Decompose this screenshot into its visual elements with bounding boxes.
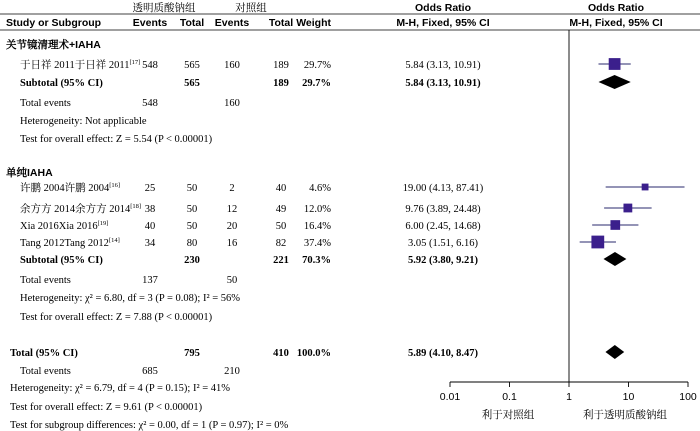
or-header-left: Odds Ratio	[414, 2, 472, 14]
subtotal-1-weight: 29.7%	[302, 78, 331, 89]
x-tick-label-4: 10	[622, 391, 635, 403]
study-row-1-weight: 29.7%	[303, 60, 331, 71]
x-tick-label-1: 0.01	[439, 391, 461, 403]
total2-header: Total	[268, 17, 294, 29]
mh-header-left: M-H, Fixed, 95% CI	[396, 17, 490, 29]
study-row-5-ref: [14]	[108, 237, 120, 244]
study-row-4-ci: 6.00 (2.45, 14.68)	[405, 221, 481, 232]
total-row-total2: 410	[273, 348, 289, 359]
study-row-2-total2: 40	[275, 183, 287, 194]
study-row-1-events2: 160	[224, 60, 240, 71]
total-events-1-label: Total events	[20, 98, 71, 109]
study-row-4-events2: 20	[226, 221, 238, 232]
study-row-3-total1: 50	[186, 204, 198, 215]
total-row-weight: 100.0%	[296, 348, 331, 359]
study-row-2-total1: 50	[186, 183, 198, 194]
total-events-2-events2: 50	[226, 275, 238, 286]
study-row-2-name: 许鹏 2004许鹏 2004[16]	[20, 182, 121, 194]
total-events-2-label: Total events	[20, 275, 71, 286]
events1-header: Events	[132, 17, 168, 29]
overall-effect-2: Test for overall effect: Z = 7.88 (P < 0.00001)	[20, 312, 213, 323]
study-row-5-point	[591, 236, 604, 249]
subtotal-1-diamond	[598, 75, 630, 89]
study-row-2-point	[642, 184, 649, 191]
study-row-4-total1: 50	[186, 221, 198, 232]
weight-header: Weight	[296, 17, 331, 29]
study-row-1-name: 于日祥 2011于日祥 2011[17]	[20, 59, 141, 71]
total-events-1-events1: 548	[142, 98, 158, 109]
study-row-2-events1: 25	[144, 183, 156, 194]
total-row-ci: 5.89 (4.10, 8.47)	[408, 348, 478, 359]
subtotal-2-total2: 221	[273, 255, 289, 266]
subtotal-1-label: Subtotal (95% CI)	[20, 78, 103, 89]
study-row-1-total2: 189	[273, 60, 289, 71]
total1-header: Total	[179, 17, 205, 29]
total-events-overall-label: Total events	[20, 366, 71, 377]
events2-header: Events	[214, 17, 250, 29]
x-tick-label-5: 100	[679, 391, 697, 403]
study-row-4-weight: 16.4%	[303, 221, 331, 232]
study-row-5-ci: 3.05 (1.51, 6.16)	[408, 238, 478, 249]
favours-left-label: 利于对照组	[481, 409, 535, 421]
overall-effect: Test for overall effect: Z = 9.61 (P < 0.00001)	[10, 402, 203, 413]
table-body	[6, 38, 484, 431]
favours-right-label: 利于透明质酸钠组	[583, 409, 667, 421]
heterogeneity-1: Heterogeneity: Not applicable	[20, 116, 147, 127]
overall-effect-1: Test for overall effect: Z = 5.54 (P < 0.00001)	[20, 134, 213, 145]
subgroup-title-1: 关节镜清理术+IAHA	[6, 39, 101, 51]
study-row-2-ci: 19.00 (4.13, 87.41)	[402, 183, 484, 194]
subtotal-1-ci: 5.84 (3.13, 10.91)	[405, 78, 481, 89]
heterogeneity-2: Heterogeneity: χ² = 6.80, df = 3 (P = 0.08); I² = 56%	[20, 293, 241, 304]
study-row-5-total1: 80	[186, 238, 198, 249]
total-events-overall-events2: 210	[224, 366, 240, 377]
study-row-2-ref: [16]	[109, 182, 121, 189]
study-row-3-weight: 12.0%	[303, 204, 331, 215]
study-row-2-weight: 4.6%	[309, 183, 331, 194]
study-row-4-name: Xia 2016Xia 2016[19]	[20, 220, 109, 232]
study-row-5-weight: 37.4%	[303, 238, 331, 249]
x-tick-label-2: 0.1	[502, 391, 517, 403]
study-row-4-total2: 50	[275, 221, 287, 232]
study-row-5-total2: 82	[275, 238, 287, 249]
study-row-4-ref: [19]	[97, 220, 109, 227]
study-row-4-events1: 40	[144, 221, 156, 232]
subgroup-differences: Test for subgroup differences: χ² = 0.00, df = 1 (P = 0.97); I² = 0%	[10, 420, 289, 431]
study-row-3-ref: [18]	[130, 203, 142, 210]
study-row-5-name: Tang 2012Tang 2012[14]	[20, 237, 120, 249]
study-row-5-events2: 16	[226, 238, 238, 249]
study-row-1-point	[609, 58, 621, 70]
total-events-overall-events1: 685	[142, 366, 158, 377]
total-row-diamond	[605, 345, 624, 359]
total-row-label: Total (95% CI)	[10, 348, 78, 359]
table-header	[0, 1, 700, 30]
subtotal-2-weight: 70.3%	[302, 255, 331, 266]
group1-header: 透明质酸钠组	[132, 2, 196, 14]
subtotal-2-label: Subtotal (95% CI)	[20, 255, 103, 266]
subtotal-2-ci: 5.92 (3.80, 9.21)	[408, 255, 478, 266]
study-row-3-events1: 38	[144, 204, 156, 215]
study-row-3-ci: 9.76 (3.89, 24.48)	[405, 204, 481, 215]
study-row-3-name: 余方方 2014余方方 2014[18]	[20, 203, 142, 215]
x-tick-label-3: 1	[566, 391, 572, 403]
study-row-1-total1: 565	[184, 60, 200, 71]
study-row-3-events2: 12	[226, 204, 238, 215]
total-events-1-events2: 160	[224, 98, 240, 109]
or-header-right: Odds Ratio	[587, 2, 645, 14]
total-events-2-events1: 137	[142, 275, 158, 286]
study-row-1-ci: 5.84 (3.13, 10.91)	[405, 60, 481, 71]
study-row-2-events2: 2	[229, 183, 235, 194]
study-row-1-events1: 548	[142, 60, 158, 71]
subtotal-1-total1: 565	[184, 78, 200, 89]
study-row-4-point	[610, 220, 620, 230]
study-header: Study or Subgroup	[6, 17, 102, 29]
subtotal-2-total1: 230	[184, 255, 200, 266]
overall-heterogeneity: Heterogeneity: χ² = 6.79, df = 4 (P = 0.15); I² = 41%	[10, 383, 231, 394]
study-row-3-total2: 49	[275, 204, 287, 215]
subtotal-1-total2: 189	[273, 78, 289, 89]
study-row-3-point	[623, 204, 632, 213]
subtotal-2-diamond	[603, 252, 626, 266]
study-row-5-events1: 34	[144, 238, 156, 249]
subgroup-title-2: 单纯IAHA	[6, 167, 53, 179]
group2-header: 对照组	[235, 2, 267, 14]
study-row-1-ref: [17]	[129, 59, 141, 66]
mh-header-right: M-H, Fixed, 95% CI	[569, 17, 663, 29]
total-row-total1: 795	[184, 348, 200, 359]
